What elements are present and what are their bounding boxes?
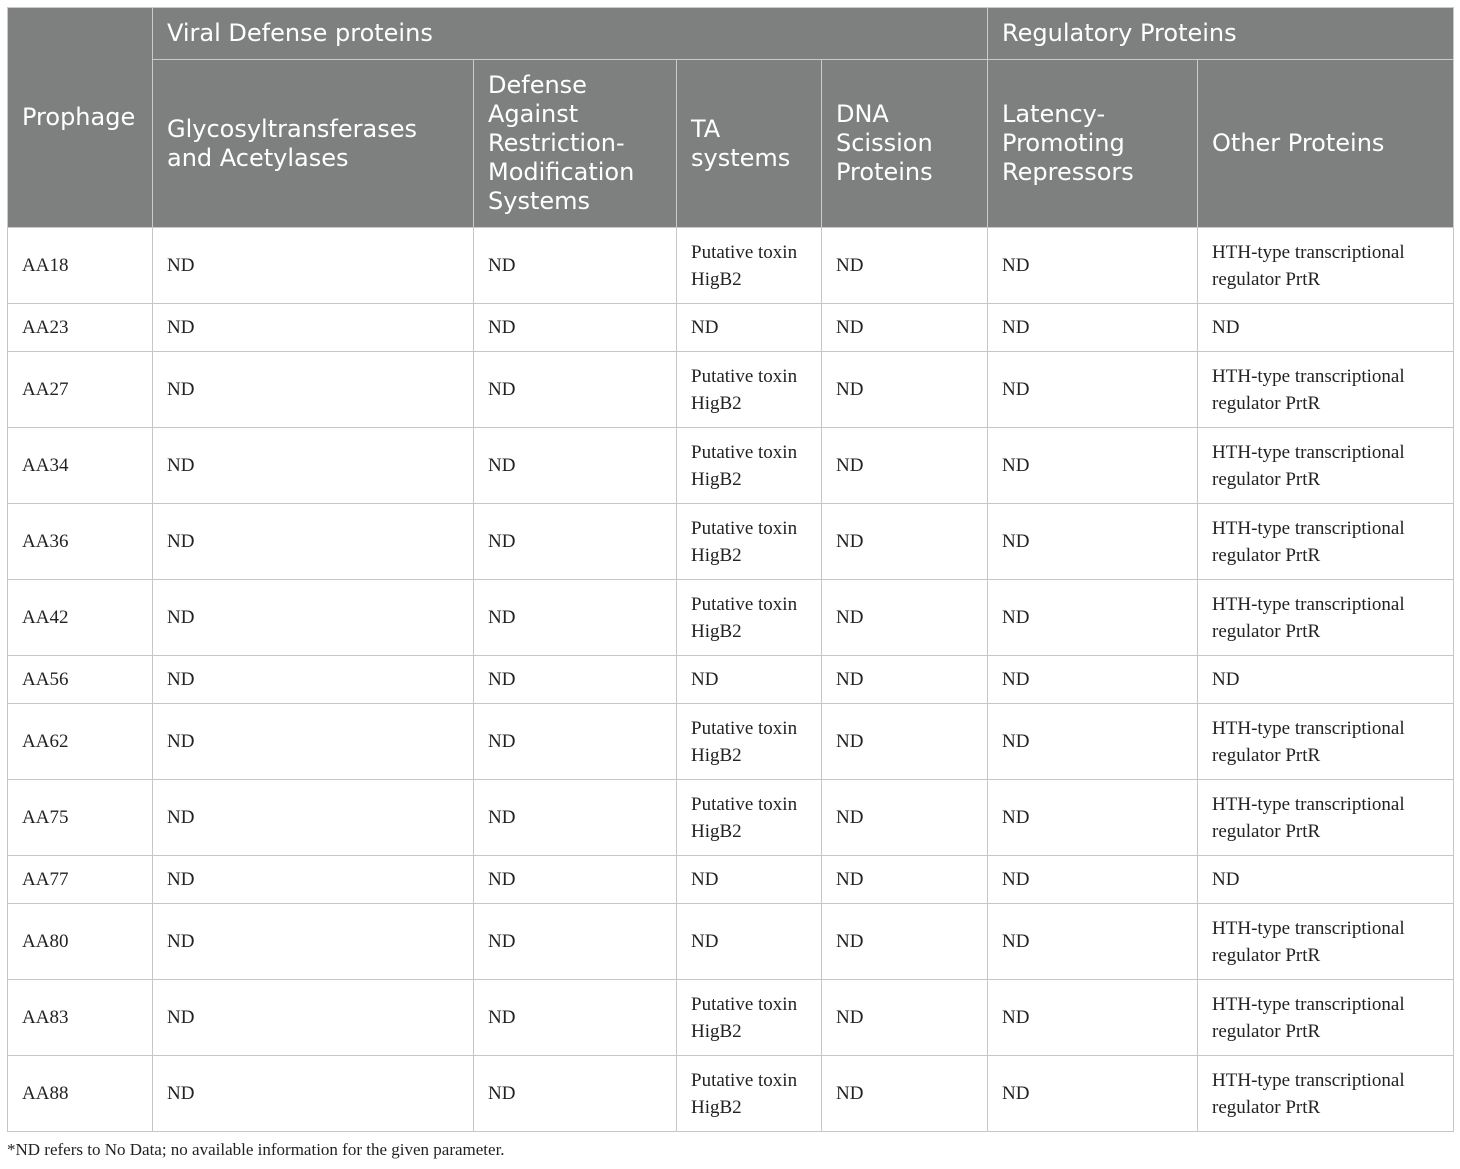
cell-latency-repressors: ND <box>988 980 1198 1056</box>
cell-prophage: AA34 <box>8 428 153 504</box>
cell-other-proteins: HTH-type transcriptional regulator PrtR <box>1198 980 1454 1056</box>
cell-other-proteins: ND <box>1198 656 1454 704</box>
header-group-regulatory: Regulatory Proteins <box>988 8 1454 60</box>
cell-latency-repressors: ND <box>988 580 1198 656</box>
cell-defense-rm: ND <box>474 580 677 656</box>
table-row <box>8 1056 1454 1132</box>
cell-dna-scission: ND <box>822 352 988 428</box>
cell-other-proteins: HTH-type transcriptional regulator PrtR <box>1198 780 1454 856</box>
header-prophage: Prophage <box>8 8 153 228</box>
cell-dna-scission: ND <box>822 780 988 856</box>
cell-glycosyltransferases: ND <box>153 704 474 780</box>
cell-other-proteins: HTH-type transcriptional regulator PrtR <box>1198 228 1454 304</box>
cell-glycosyltransferases: ND <box>153 780 474 856</box>
header-ta-systems: TA systems <box>677 60 822 228</box>
table-row <box>8 980 1454 1056</box>
table-row <box>8 780 1454 856</box>
cell-latency-repressors: ND <box>988 428 1198 504</box>
prophage-protein-table-container <box>7 7 1453 1132</box>
cell-ta-systems: Putative toxin HigB2 <box>677 1056 822 1132</box>
cell-latency-repressors: ND <box>988 304 1198 352</box>
cell-ta-systems: Putative toxin HigB2 <box>677 980 822 1056</box>
table-row <box>8 656 1454 704</box>
cell-ta-systems: Putative toxin HigB2 <box>677 504 822 580</box>
cell-defense-rm: ND <box>474 1056 677 1132</box>
cell-glycosyltransferases: ND <box>153 428 474 504</box>
cell-ta-systems: Putative toxin HigB2 <box>677 352 822 428</box>
table-body <box>8 228 1454 1132</box>
table-row <box>8 704 1454 780</box>
header-column-row <box>8 60 1454 228</box>
cell-defense-rm: ND <box>474 980 677 1056</box>
cell-dna-scission: ND <box>822 656 988 704</box>
cell-ta-systems: Putative toxin HigB2 <box>677 580 822 656</box>
cell-glycosyltransferases: ND <box>153 504 474 580</box>
cell-prophage: AA83 <box>8 980 153 1056</box>
cell-dna-scission: ND <box>822 980 988 1056</box>
header-group-row <box>8 8 1454 60</box>
cell-prophage: AA27 <box>8 352 153 428</box>
cell-prophage: AA18 <box>8 228 153 304</box>
cell-ta-systems: Putative toxin HigB2 <box>677 428 822 504</box>
prophage-protein-table <box>7 7 1454 1132</box>
table-footnote: *ND refers to No Data; no available information for the given parameter. <box>7 1140 505 1159</box>
cell-dna-scission: ND <box>822 428 988 504</box>
cell-dna-scission: ND <box>822 504 988 580</box>
table-row <box>8 352 1454 428</box>
header-dna-scission: DNA Scission Proteins <box>822 60 988 228</box>
cell-dna-scission: ND <box>822 704 988 780</box>
cell-latency-repressors: ND <box>988 780 1198 856</box>
cell-other-proteins: HTH-type transcriptional regulator PrtR <box>1198 580 1454 656</box>
cell-ta-systems: Putative toxin HigB2 <box>677 228 822 304</box>
table-row <box>8 904 1454 980</box>
cell-ta-systems: Putative toxin HigB2 <box>677 780 822 856</box>
cell-prophage: AA36 <box>8 504 153 580</box>
cell-glycosyltransferases: ND <box>153 904 474 980</box>
header-defense-rm: Defense Against Restriction-Modification Systems <box>474 60 677 228</box>
table-row <box>8 580 1454 656</box>
cell-prophage: AA77 <box>8 856 153 904</box>
cell-latency-repressors: ND <box>988 856 1198 904</box>
header-group-viral-defense: Viral Defense proteins <box>153 8 988 60</box>
cell-prophage: AA88 <box>8 1056 153 1132</box>
cell-ta-systems: ND <box>677 856 822 904</box>
cell-defense-rm: ND <box>474 656 677 704</box>
cell-other-proteins: HTH-type transcriptional regulator PrtR <box>1198 428 1454 504</box>
cell-defense-rm: ND <box>474 428 677 504</box>
table-row <box>8 304 1454 352</box>
cell-glycosyltransferases: ND <box>153 856 474 904</box>
cell-defense-rm: ND <box>474 504 677 580</box>
cell-glycosyltransferases: ND <box>153 656 474 704</box>
table-row <box>8 228 1454 304</box>
cell-other-proteins: HTH-type transcriptional regulator PrtR <box>1198 704 1454 780</box>
cell-ta-systems: ND <box>677 304 822 352</box>
cell-glycosyltransferases: ND <box>153 1056 474 1132</box>
cell-other-proteins: HTH-type transcriptional regulator PrtR <box>1198 904 1454 980</box>
cell-glycosyltransferases: ND <box>153 304 474 352</box>
cell-prophage: AA75 <box>8 780 153 856</box>
cell-prophage: AA56 <box>8 656 153 704</box>
cell-ta-systems: ND <box>677 904 822 980</box>
cell-other-proteins: HTH-type transcriptional regulator PrtR <box>1198 1056 1454 1132</box>
cell-prophage: AA80 <box>8 904 153 980</box>
cell-latency-repressors: ND <box>988 1056 1198 1132</box>
cell-defense-rm: ND <box>474 704 677 780</box>
cell-latency-repressors: ND <box>988 904 1198 980</box>
table-row <box>8 504 1454 580</box>
cell-prophage: AA62 <box>8 704 153 780</box>
table-row <box>8 428 1454 504</box>
cell-dna-scission: ND <box>822 580 988 656</box>
cell-latency-repressors: ND <box>988 704 1198 780</box>
cell-defense-rm: ND <box>474 904 677 980</box>
cell-other-proteins: ND <box>1198 856 1454 904</box>
cell-dna-scission: ND <box>822 228 988 304</box>
cell-dna-scission: ND <box>822 856 988 904</box>
cell-glycosyltransferases: ND <box>153 980 474 1056</box>
cell-defense-rm: ND <box>474 780 677 856</box>
cell-glycosyltransferases: ND <box>153 228 474 304</box>
cell-ta-systems: ND <box>677 656 822 704</box>
cell-latency-repressors: ND <box>988 228 1198 304</box>
cell-latency-repressors: ND <box>988 352 1198 428</box>
header-latency-repressors: Latency-Promoting Repressors <box>988 60 1198 228</box>
cell-prophage: AA23 <box>8 304 153 352</box>
cell-dna-scission: ND <box>822 304 988 352</box>
header-glycosyltransferases: Glycosyltransferases and Acetylases <box>153 60 474 228</box>
cell-latency-repressors: ND <box>988 656 1198 704</box>
cell-defense-rm: ND <box>474 228 677 304</box>
cell-latency-repressors: ND <box>988 504 1198 580</box>
cell-dna-scission: ND <box>822 1056 988 1132</box>
cell-defense-rm: ND <box>474 856 677 904</box>
cell-other-proteins: HTH-type transcriptional regulator PrtR <box>1198 504 1454 580</box>
cell-glycosyltransferases: ND <box>153 580 474 656</box>
table-header <box>8 8 1454 228</box>
cell-other-proteins: HTH-type transcriptional regulator PrtR <box>1198 352 1454 428</box>
cell-prophage: AA42 <box>8 580 153 656</box>
table-row <box>8 856 1454 904</box>
cell-dna-scission: ND <box>822 904 988 980</box>
cell-other-proteins: ND <box>1198 304 1454 352</box>
cell-defense-rm: ND <box>474 304 677 352</box>
cell-glycosyltransferases: ND <box>153 352 474 428</box>
cell-defense-rm: ND <box>474 352 677 428</box>
header-other-proteins: Other Proteins <box>1198 60 1454 228</box>
cell-ta-systems: Putative toxin HigB2 <box>677 704 822 780</box>
